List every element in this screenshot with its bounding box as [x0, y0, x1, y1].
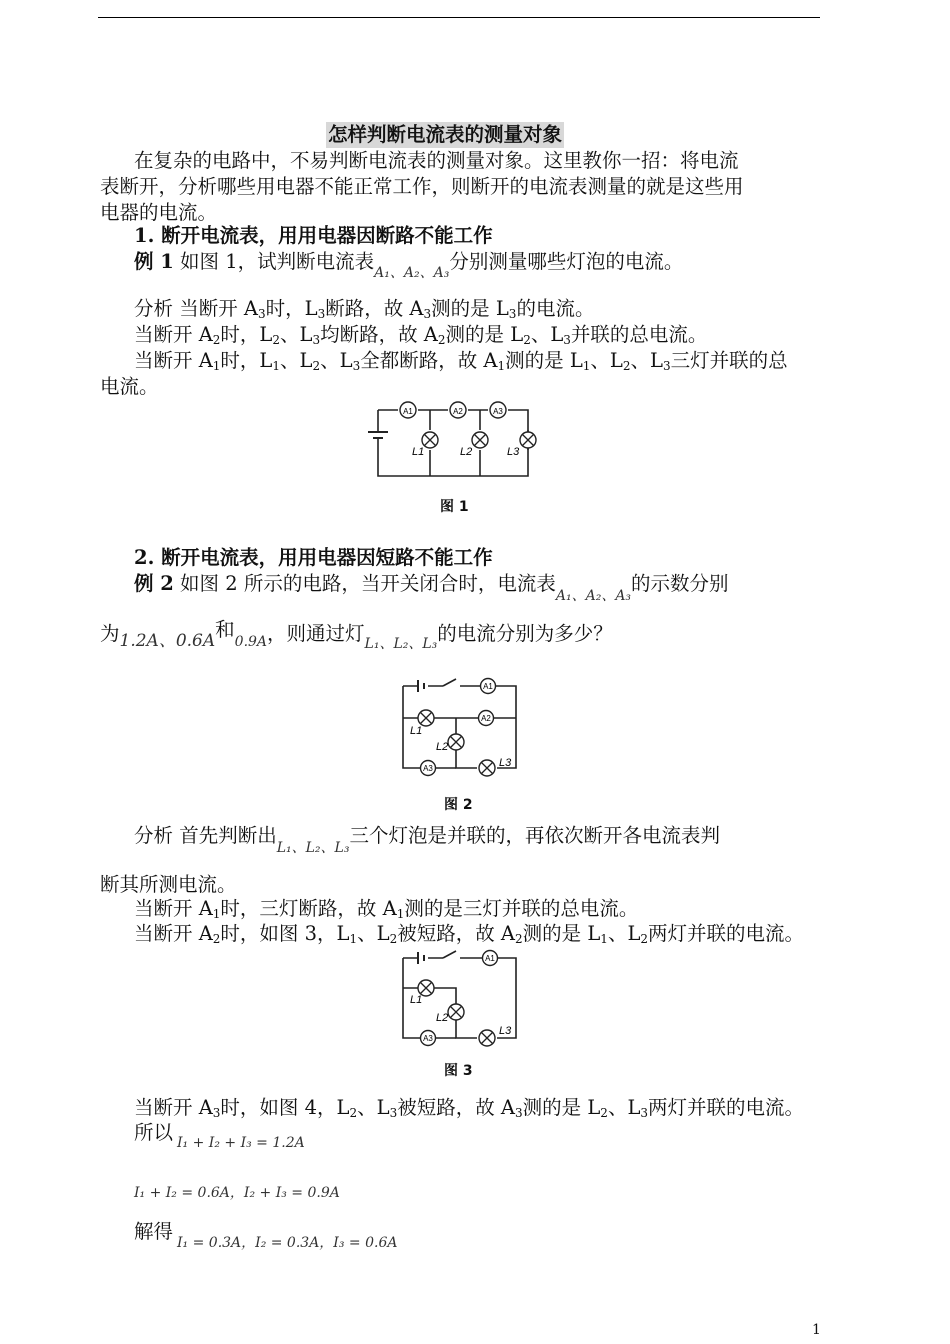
svg-text:A2: A2 [453, 407, 463, 416]
figure-2-circuit [398, 676, 522, 784]
svg-text:A2: A2 [481, 714, 491, 723]
analysis-2-line-2: 断其所测电流。 [100, 873, 237, 896]
svg-text:A1: A1 [485, 954, 495, 963]
figure-3-caption: 图 3 [444, 1063, 473, 1079]
example-1: 例 1 如图 1，试判断电流表$_{A_1、A_2、A_3}$分别测量哪些灯泡的电流。 [134, 250, 684, 281]
analysis-1-line-4: 电流。 [100, 375, 159, 398]
svg-text:L1: L1 [410, 994, 423, 1006]
svg-text:L3: L3 [507, 446, 520, 458]
svg-text:L3: L3 [499, 1025, 512, 1037]
page-number: 1 [812, 1322, 821, 1338]
intro-line-3: 电器的电流。 [100, 201, 218, 224]
example-2-line-2: 为1.2A、0.6A和$_{0.9A}$，则通过灯$_{L_1、L_2、L_3}$的电流分别为多少？ [100, 618, 613, 652]
svg-text:A1: A1 [403, 407, 413, 416]
intro-line-1: 在复杂的电路中，不易判断电流表的测量对象。这里教你一招：将电流 [134, 149, 739, 172]
svg-text:A3: A3 [493, 407, 503, 416]
solve-line: 解得 $_{I_1 = 0.3A,I_2 = 0.3A,I_3 = 0.6A}$ [134, 1220, 398, 1251]
svg-text:L3: L3 [499, 757, 512, 769]
figure-2-caption: 图 2 [444, 797, 473, 813]
analysis-2-line-4: 当断开 $A_2$时，如图 3，$L_1$、$L_2$被短路，故 $A_2$测的是 $L_1$、$L_2$两灯并联的电流。 [134, 922, 805, 946]
intro-line-2: 表断开，分析哪些用电器不能正常工作，则断开的电流表测量的就是这些用 [100, 175, 744, 198]
svg-text:L1: L1 [410, 725, 423, 737]
analysis-2-line-3: 当断开 $A_1$时，三灯断路，故 $A_1$测的是三灯并联的总电流。 [134, 897, 639, 921]
section-1-heading: 1. 断开电流表，用用电器因断路不能工作 [134, 224, 493, 247]
equation-2: I₁ + I₂ = 0.6A，I₂ + I₃ = 0.9A [134, 1185, 340, 1201]
doc-title: 怎样判断电流表的测量对象 [328, 123, 563, 146]
analysis-1-line-3: 当断开 $A_1$时，$L_1$、$L_2$、$L_3$全都断路，故 $A_1$测的是 $L_1$、$L_2$、$L_3$三灯并联的总 [134, 349, 788, 373]
svg-text:L2: L2 [436, 1012, 449, 1024]
analysis-1-line-1: 分析 当断开 $A_3$时，$L_3$断路，故 $A_3$测的是 $L_3$的电流。 [134, 297, 595, 321]
figure-1-caption: 图 1 [440, 499, 469, 515]
analysis-2-line-1: 分析 首先判断出$_{L_1、L_2、L_3}$三个灯泡是并联的，再依次断开各电流表判 [134, 824, 720, 856]
analysis-1-line-2: 当断开 $A_2$时，$L_2$、$L_3$均断路，故 $A_2$测的是 $L_2$、$L_3$并联的总电流。 [134, 323, 708, 347]
example-2-line-1: 例 2 如图 2 所示的电路，当开关闭合时，电流表$_{A_1、A_2、A_3}$的示数分别 [134, 572, 729, 604]
svg-text:A3: A3 [423, 1034, 433, 1043]
figure-3-circuit [398, 948, 522, 1052]
svg-text:L1: L1 [412, 446, 425, 458]
svg-text:L2: L2 [436, 741, 449, 753]
figure-1-circuit [368, 398, 548, 482]
analysis-2-line-5: 当断开 $A_3$时，如图 4，$L_2$、$L_3$被短路，故 $A_3$测的是 $L_2$、$L_3$两灯并联的电流。 [134, 1096, 805, 1120]
svg-text:A3: A3 [423, 764, 433, 773]
svg-text:A1: A1 [483, 682, 493, 691]
header-rule [98, 17, 820, 18]
section-2-heading: 2. 断开电流表，用用电器因短路不能工作 [134, 546, 493, 569]
so-line: 所以 $_{I_1 + I_2 + I_3 = 1.2A}$ [134, 1121, 305, 1151]
svg-text:L2: L2 [460, 446, 473, 458]
